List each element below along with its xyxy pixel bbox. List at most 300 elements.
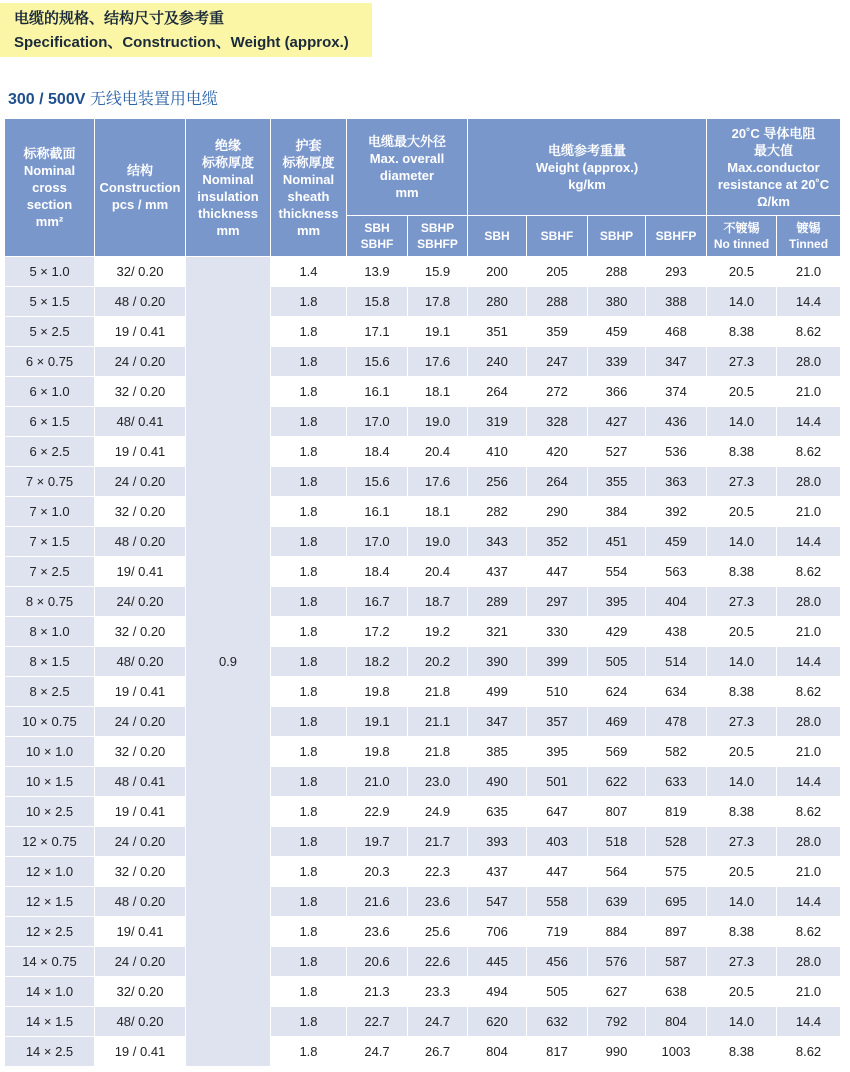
cell-w-sbhfp: 804 [646, 1007, 707, 1037]
cell-w-sbhp: 380 [588, 287, 646, 317]
cell-res-no-tinned: 14.0 [707, 767, 777, 797]
cell-w-sbh: 410 [468, 437, 527, 467]
cell-dia-sbhp: 20.4 [408, 437, 468, 467]
header-line: thickness [198, 205, 258, 221]
cell-res-tinned: 21.0 [777, 377, 841, 407]
cell-w-sbhf: 632 [527, 1007, 588, 1037]
cell-construction: 24 / 0.20 [95, 707, 186, 737]
cell-w-sbh: 319 [468, 407, 527, 437]
cell-res-no-tinned: 27.3 [707, 587, 777, 617]
cell-w-sbhfp: 374 [646, 377, 707, 407]
table-row [5, 557, 841, 587]
cell-sheath: 1.8 [271, 407, 347, 437]
cell-res-no-tinned: 8.38 [707, 557, 777, 587]
table-row [5, 257, 841, 287]
cell-w-sbhf: 357 [527, 707, 588, 737]
cell-dia-sbhp: 17.8 [408, 287, 468, 317]
cell-dia-sbhp: 22.3 [408, 857, 468, 887]
cell-dia-sbh: 19.1 [347, 707, 408, 737]
cell-construction: 19 / 0.41 [95, 677, 186, 707]
cell-res-tinned: 8.62 [777, 797, 841, 827]
cell-section: 7 × 2.5 [5, 557, 95, 587]
header-line: 标称厚度 [201, 154, 254, 170]
header-line: sheath [287, 188, 330, 204]
cell-dia-sbhp: 21.1 [408, 707, 468, 737]
cell-w-sbhfp: 563 [646, 557, 707, 587]
cell-dia-sbhp: 17.6 [408, 467, 468, 497]
cell-dia-sbhp: 24.9 [408, 797, 468, 827]
cell-w-sbhp: 459 [588, 317, 646, 347]
cell-section: 8 × 0.75 [5, 587, 95, 617]
cell-w-sbhf: 399 [527, 647, 588, 677]
cell-w-sbhf: 359 [527, 317, 588, 347]
spec-table [4, 119, 841, 1067]
cell-section: 10 × 1.5 [5, 767, 95, 797]
table-row [5, 587, 841, 617]
cell-res-tinned: 21.0 [777, 737, 841, 767]
cell-dia-sbhp: 22.6 [408, 947, 468, 977]
header-dia-sbh [347, 216, 408, 257]
cell-res-no-tinned: 27.3 [707, 467, 777, 497]
cell-dia-sbh: 23.6 [347, 917, 408, 947]
cell-dia-sbhp: 26.7 [408, 1037, 468, 1067]
cell-res-no-tinned: 14.0 [707, 407, 777, 437]
cell-w-sbhf: 297 [527, 587, 588, 617]
cell-w-sbhp: 624 [588, 677, 646, 707]
cell-w-sbh: 385 [468, 737, 527, 767]
cell-construction: 19/ 0.41 [95, 917, 186, 947]
cell-w-sbh: 390 [468, 647, 527, 677]
cell-w-sbh: 494 [468, 977, 527, 1007]
cell-res-tinned: 14.4 [777, 647, 841, 677]
cell-w-sbhfp: 392 [646, 497, 707, 527]
header-line: mm [395, 185, 419, 200]
cell-res-tinned: 8.62 [777, 557, 841, 587]
cell-res-tinned: 8.62 [777, 917, 841, 947]
cell-w-sbhf: 290 [527, 497, 588, 527]
cell-w-sbhp: 792 [588, 1007, 646, 1037]
cell-dia-sbhp: 21.7 [408, 827, 468, 857]
cell-construction: 48/ 0.41 [95, 407, 186, 437]
header-diameter [347, 119, 468, 216]
cell-w-sbhp: 569 [588, 737, 646, 767]
cell-section: 8 × 2.5 [5, 677, 95, 707]
cell-w-sbh: 240 [468, 347, 527, 377]
cell-dia-sbhp: 19.0 [408, 407, 468, 437]
header-line: mm [216, 222, 240, 238]
cell-w-sbhp: 884 [588, 917, 646, 947]
cell-sheath: 1.8 [271, 617, 347, 647]
cell-w-sbhfp: 363 [646, 467, 707, 497]
cell-w-sbh: 343 [468, 527, 527, 557]
cell-w-sbhp: 576 [588, 947, 646, 977]
cell-section: 14 × 1.5 [5, 1007, 95, 1037]
header-line: 最大值 [754, 142, 794, 158]
header-line: Ω/km [757, 193, 790, 209]
cell-dia-sbh: 18.4 [347, 557, 408, 587]
cell-res-no-tinned: 14.0 [707, 527, 777, 557]
cell-insulation: 0.9 [186, 257, 271, 1067]
table-row [5, 467, 841, 497]
cell-w-sbhfp: 634 [646, 677, 707, 707]
header-line: Max.conductor [727, 159, 820, 175]
header-line: 标称厚度 [282, 154, 335, 170]
cell-w-sbhp: 427 [588, 407, 646, 437]
cell-construction: 32 / 0.20 [95, 857, 186, 887]
cell-res-no-tinned: 20.5 [707, 857, 777, 887]
header-line: Nominal [202, 171, 254, 187]
cell-dia-sbh: 15.8 [347, 287, 408, 317]
table-row [5, 617, 841, 647]
cell-sheath: 1.8 [271, 1037, 347, 1067]
header-weight-sbhfp: SBHFP [646, 216, 707, 257]
cell-w-sbhp: 384 [588, 497, 646, 527]
title-banner [0, 3, 372, 57]
cell-dia-sbh: 22.7 [347, 1007, 408, 1037]
cell-sheath: 1.8 [271, 827, 347, 857]
cell-construction: 32 / 0.20 [95, 497, 186, 527]
cell-w-sbhp: 451 [588, 527, 646, 557]
cell-dia-sbh: 19.8 [347, 737, 408, 767]
cell-res-no-tinned: 14.0 [707, 887, 777, 917]
cell-section: 12 × 1.5 [5, 887, 95, 917]
table-row [5, 347, 841, 377]
cell-section: 6 × 1.5 [5, 407, 95, 437]
cell-w-sbh: 620 [468, 1007, 527, 1037]
header-line: kg/km [568, 176, 606, 192]
table-row [5, 1037, 841, 1067]
title-cn: 电缆的规格、结构尺寸及参考重 [14, 10, 225, 27]
header-line: 电缆最大外径 [368, 134, 447, 149]
cell-w-sbhfp: 528 [646, 827, 707, 857]
table-row [5, 1007, 841, 1037]
cell-w-sbhp: 807 [588, 797, 646, 827]
cell-res-tinned: 14.4 [777, 1007, 841, 1037]
table-row [5, 317, 841, 347]
header-line: mm [296, 222, 321, 238]
cell-construction: 19 / 0.41 [95, 1037, 186, 1067]
cell-dia-sbhp: 18.1 [408, 497, 468, 527]
cell-w-sbhf: 264 [527, 467, 588, 497]
cell-w-sbhfp: 388 [646, 287, 707, 317]
cell-sheath: 1.8 [271, 287, 347, 317]
header-line: SBHFP [417, 237, 458, 251]
cell-sheath: 1.8 [271, 977, 347, 1007]
header-line: SBHP [420, 221, 455, 235]
cell-dia-sbh: 22.9 [347, 797, 408, 827]
cell-res-tinned: 8.62 [777, 1037, 841, 1067]
cell-res-tinned: 28.0 [777, 587, 841, 617]
header-line: 电缆参考重量 [548, 142, 627, 158]
cell-w-sbhf: 330 [527, 617, 588, 647]
cell-w-sbhp: 990 [588, 1037, 646, 1067]
cell-construction: 24 / 0.20 [95, 947, 186, 977]
table-row [5, 677, 841, 707]
cell-w-sbhf: 420 [527, 437, 588, 467]
cell-dia-sbhp: 23.0 [408, 767, 468, 797]
cell-w-sbhp: 622 [588, 767, 646, 797]
cell-construction: 19/ 0.41 [95, 557, 186, 587]
header-line: section [26, 197, 73, 212]
cell-dia-sbhp: 19.2 [408, 617, 468, 647]
cell-w-sbhf: 647 [527, 797, 588, 827]
cell-section: 6 × 2.5 [5, 437, 95, 467]
cell-w-sbhp: 564 [588, 857, 646, 887]
cell-w-sbhp: 639 [588, 887, 646, 917]
cell-w-sbh: 804 [468, 1037, 527, 1067]
cell-w-sbh: 289 [468, 587, 527, 617]
cell-w-sbhfp: 536 [646, 437, 707, 467]
cell-section: 5 × 1.5 [5, 287, 95, 317]
cell-dia-sbh: 17.0 [347, 407, 408, 437]
cell-construction: 24 / 0.20 [95, 467, 186, 497]
cell-sheath: 1.8 [271, 677, 347, 707]
cell-dia-sbh: 21.6 [347, 887, 408, 917]
header-line: pcs / mm [111, 197, 169, 212]
cell-w-sbhf: 817 [527, 1037, 588, 1067]
cell-construction: 48/ 0.20 [95, 647, 186, 677]
cell-res-no-tinned: 8.38 [707, 437, 777, 467]
cell-w-sbh: 264 [468, 377, 527, 407]
cell-res-no-tinned: 8.38 [707, 677, 777, 707]
cell-sheath: 1.8 [271, 497, 347, 527]
header-line: 20˚C 导体电阻 [731, 125, 816, 141]
cell-w-sbhf: 395 [527, 737, 588, 767]
cell-res-no-tinned: 27.3 [707, 347, 777, 377]
cell-dia-sbh: 15.6 [347, 467, 408, 497]
cell-sheath: 1.4 [271, 257, 347, 287]
cell-dia-sbh: 13.9 [347, 257, 408, 287]
cell-sheath: 1.8 [271, 737, 347, 767]
cell-construction: 24/ 0.20 [95, 587, 186, 617]
cell-w-sbh: 321 [468, 617, 527, 647]
cell-w-sbhp: 429 [588, 617, 646, 647]
table-row [5, 497, 841, 527]
cell-section: 12 × 1.0 [5, 857, 95, 887]
table-row [5, 737, 841, 767]
cell-w-sbhfp: 582 [646, 737, 707, 767]
cell-w-sbhfp: 587 [646, 947, 707, 977]
cell-dia-sbh: 17.1 [347, 317, 408, 347]
cell-w-sbhf: 272 [527, 377, 588, 407]
cell-res-tinned: 28.0 [777, 947, 841, 977]
header-line: Construction [99, 180, 181, 195]
cell-w-sbhf: 447 [527, 857, 588, 887]
cell-w-sbhp: 518 [588, 827, 646, 857]
cell-dia-sbh: 21.0 [347, 767, 408, 797]
cell-w-sbhfp: 293 [646, 257, 707, 287]
header-line: Weight (approx.) [535, 159, 639, 175]
cell-res-tinned: 28.0 [777, 467, 841, 497]
header-insulation [186, 119, 271, 257]
cell-construction: 32 / 0.20 [95, 617, 186, 647]
cell-res-tinned: 21.0 [777, 857, 841, 887]
header-line: 护套 [295, 137, 322, 153]
cell-section: 6 × 0.75 [5, 347, 95, 377]
cell-w-sbh: 351 [468, 317, 527, 347]
cell-construction: 19 / 0.41 [95, 317, 186, 347]
cell-w-sbhf: 247 [527, 347, 588, 377]
cell-w-sbhf: 352 [527, 527, 588, 557]
cell-section: 10 × 1.0 [5, 737, 95, 767]
cell-w-sbhf: 719 [527, 917, 588, 947]
table-row [5, 287, 841, 317]
cell-w-sbh: 490 [468, 767, 527, 797]
cell-section: 12 × 2.5 [5, 917, 95, 947]
cell-dia-sbh: 16.1 [347, 497, 408, 527]
table-row [5, 827, 841, 857]
cell-sheath: 1.8 [271, 887, 347, 917]
cell-w-sbh: 547 [468, 887, 527, 917]
cell-construction: 32 / 0.20 [95, 737, 186, 767]
cell-res-no-tinned: 14.0 [707, 1007, 777, 1037]
cell-res-tinned: 14.4 [777, 767, 841, 797]
cell-section: 8 × 1.0 [5, 617, 95, 647]
cell-dia-sbh: 17.0 [347, 527, 408, 557]
cell-w-sbhfp: 819 [646, 797, 707, 827]
cell-dia-sbhp: 21.8 [408, 737, 468, 767]
cell-section: 14 × 1.0 [5, 977, 95, 1007]
cell-w-sbhp: 355 [588, 467, 646, 497]
header-res-tinned [777, 216, 841, 257]
cell-construction: 32/ 0.20 [95, 977, 186, 1007]
cell-res-no-tinned: 8.38 [707, 317, 777, 347]
cell-res-tinned: 14.4 [777, 407, 841, 437]
cell-sheath: 1.8 [271, 317, 347, 347]
cell-res-no-tinned: 8.38 [707, 1037, 777, 1067]
cell-w-sbhfp: 459 [646, 527, 707, 557]
cell-res-tinned: 8.62 [777, 677, 841, 707]
cell-sheath: 1.8 [271, 707, 347, 737]
cell-dia-sbh: 20.3 [347, 857, 408, 887]
table-row [5, 947, 841, 977]
cell-w-sbhf: 505 [527, 977, 588, 1007]
cell-w-sbh: 280 [468, 287, 527, 317]
cell-dia-sbhp: 23.3 [408, 977, 468, 1007]
header-construction [95, 119, 186, 257]
cell-w-sbh: 437 [468, 857, 527, 887]
title-en: Specification、Construction、Weight (approx.) [14, 34, 349, 51]
cell-w-sbhp: 366 [588, 377, 646, 407]
cell-dia-sbh: 20.6 [347, 947, 408, 977]
cell-res-no-tinned: 20.5 [707, 377, 777, 407]
cell-dia-sbhp: 19.0 [408, 527, 468, 557]
cell-w-sbhfp: 347 [646, 347, 707, 377]
cell-sheath: 1.8 [271, 527, 347, 557]
cell-construction: 32/ 0.20 [95, 257, 186, 287]
cell-dia-sbh: 19.8 [347, 677, 408, 707]
cell-w-sbhfp: 695 [646, 887, 707, 917]
cell-dia-sbh: 24.7 [347, 1037, 408, 1067]
cell-section: 10 × 2.5 [5, 797, 95, 827]
header-line: Tinned [788, 237, 829, 251]
cell-res-tinned: 14.4 [777, 887, 841, 917]
cell-sheath: 1.8 [271, 557, 347, 587]
cell-res-no-tinned: 14.0 [707, 647, 777, 677]
cell-dia-sbh: 16.1 [347, 377, 408, 407]
cell-w-sbhf: 510 [527, 677, 588, 707]
cell-sheath: 1.8 [271, 797, 347, 827]
cell-sheath: 1.8 [271, 1007, 347, 1037]
cell-res-tinned: 14.4 [777, 527, 841, 557]
cell-w-sbh: 706 [468, 917, 527, 947]
cell-construction: 48 / 0.41 [95, 767, 186, 797]
cell-construction: 19 / 0.41 [95, 437, 186, 467]
cell-w-sbhfp: 638 [646, 977, 707, 1007]
header-line: 结构 [126, 163, 153, 178]
cell-w-sbhf: 501 [527, 767, 588, 797]
cell-w-sbh: 256 [468, 467, 527, 497]
table-row [5, 377, 841, 407]
cell-res-no-tinned: 20.5 [707, 257, 777, 287]
cell-res-no-tinned: 20.5 [707, 617, 777, 647]
cell-w-sbhfp: 575 [646, 857, 707, 887]
cell-dia-sbhp: 25.6 [408, 917, 468, 947]
cell-w-sbhf: 288 [527, 287, 588, 317]
cell-dia-sbh: 18.4 [347, 437, 408, 467]
cell-section: 14 × 2.5 [5, 1037, 95, 1067]
cell-w-sbhfp: 514 [646, 647, 707, 677]
table-row [5, 797, 841, 827]
cell-section: 5 × 2.5 [5, 317, 95, 347]
table-row [5, 917, 841, 947]
table-row [5, 767, 841, 797]
header-line: insulation [197, 188, 259, 204]
cell-res-tinned: 28.0 [777, 827, 841, 857]
table-row [5, 437, 841, 467]
header-line: 绝缘 [214, 137, 241, 153]
cell-w-sbh: 347 [468, 707, 527, 737]
cell-sheath: 1.8 [271, 767, 347, 797]
cell-res-tinned: 14.4 [777, 287, 841, 317]
table-row [5, 977, 841, 1007]
cell-sheath: 1.8 [271, 347, 347, 377]
spec-table-body [5, 257, 841, 1067]
header-weight [468, 119, 707, 216]
cell-res-tinned: 21.0 [777, 977, 841, 1007]
cell-dia-sbhp: 18.1 [408, 377, 468, 407]
cell-dia-sbh: 19.7 [347, 827, 408, 857]
cell-w-sbh: 445 [468, 947, 527, 977]
cell-dia-sbhp: 17.6 [408, 347, 468, 377]
header-line: 镀锡 [796, 221, 821, 235]
cell-dia-sbh: 15.6 [347, 347, 408, 377]
cell-section: 8 × 1.5 [5, 647, 95, 677]
cell-section: 12 × 0.75 [5, 827, 95, 857]
cell-construction: 48 / 0.20 [95, 527, 186, 557]
header-line: diameter [379, 168, 435, 183]
header-line: 标称截面 [23, 146, 76, 161]
header-line: Nominal [282, 171, 335, 187]
cell-w-sbhp: 527 [588, 437, 646, 467]
cell-dia-sbhp: 20.4 [408, 557, 468, 587]
cell-w-sbh: 499 [468, 677, 527, 707]
cell-w-sbhf: 328 [527, 407, 588, 437]
header-section [5, 119, 95, 257]
cell-res-no-tinned: 20.5 [707, 737, 777, 767]
cell-dia-sbhp: 18.7 [408, 587, 468, 617]
cell-sheath: 1.8 [271, 467, 347, 497]
cell-w-sbhfp: 478 [646, 707, 707, 737]
header-line: SBH [364, 221, 390, 235]
cell-w-sbhfp: 633 [646, 767, 707, 797]
cell-w-sbhfp: 468 [646, 317, 707, 347]
cell-res-no-tinned: 27.3 [707, 707, 777, 737]
cell-w-sbh: 282 [468, 497, 527, 527]
cell-w-sbhfp: 404 [646, 587, 707, 617]
cell-w-sbhp: 395 [588, 587, 646, 617]
header-line: 不镀锡 [723, 221, 760, 235]
